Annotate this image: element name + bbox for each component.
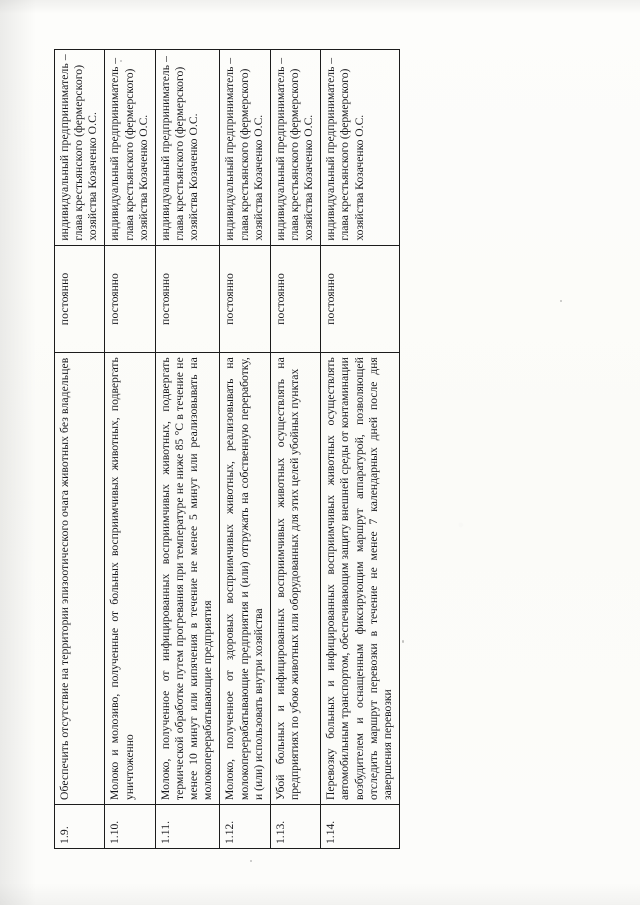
- row-requirement: Молоко, полученное от инфицированных восприимчивых животных, подвергать термической обработке путем прогревания при температуре не ниже 85 °С в течение не менее 10 минут или кипячения в течение не менее 5 минут или реализовывать на молокоперерабатывающие предприятия: [155, 352, 220, 804]
- row-requirement: Убой больных и инфицированных восприимчивых животных осуществлять на предприятиях по убою животных или оборудованных для этих целей убойных пунктах: [270, 352, 320, 804]
- row-requirement: Перевозку больных и инфицированных восприимчивых животных осуществлять автомобильным транспортом, обеспечивающим защиту внешней среды от контаминации возбудителем и оснащенным фиксирующим маршрут аппаратурой, позволяющей отследить маршрут перевозки в течение не менее 7 календарных дней после дня завершения перевозки: [321, 352, 400, 804]
- row-requirement: Обеспечить отсутствие на территории эпизоотического очага животных без владельцев: [55, 352, 105, 804]
- row-requirement: Молоко и молозиво, полученные от больных восприимчивых животных, подвергать уничтоженно: [105, 352, 155, 804]
- row-responsible: индивидуальный предприниматель – глава крестьянского (фермерского) хозяйства Козаченко О.С.: [220, 49, 270, 245]
- rotated-table-container: [54, 49, 614, 849]
- row-responsible: индивидуальный предприниматель – глава крестьянского (фермерского) хозяйства Козаченко О.С.: [55, 49, 105, 245]
- row-number: 1.10.: [105, 804, 155, 848]
- row-term: постоянно: [105, 245, 155, 353]
- row-term: постоянно: [220, 245, 270, 353]
- row-term: постоянно: [321, 245, 400, 353]
- row-number: 1.11.: [155, 804, 220, 848]
- row-responsible: индивидуальный предприниматель – глава крестьянского (фермерского) хозяйства Козаченко О.С.: [270, 49, 320, 245]
- table-row: [155, 49, 220, 848]
- row-term: постоянно: [55, 245, 105, 353]
- row-number: 1.14.: [321, 804, 400, 848]
- scan-edge-shadow-top: [0, 0, 640, 14]
- scan-edge-shadow-left: [0, 0, 36, 905]
- scan-speck: [250, 860, 252, 862]
- table-row: [321, 49, 400, 848]
- row-number: 1.9.: [55, 804, 105, 848]
- row-term: постоянно: [155, 245, 220, 353]
- table-row: [270, 49, 320, 848]
- row-requirement: Молоко, полученное от здоровых восприимчивых животных, реализовывать на молокоперерабатывающие предприятия и (или) отгружать на собственную переработку, и (или) использовать внутри хозяйства: [220, 352, 270, 804]
- row-responsible: индивидуальный предприниматель – глава крестьянского (фермерского) хозяйства Козаченко О.С.: [105, 49, 155, 245]
- row-responsible: индивидуальный предприниматель – глава крестьянского (фермерского) хозяйства Козаченко О.С.: [155, 49, 220, 245]
- row-number: 1.13.: [270, 804, 320, 848]
- requirements-table: [54, 49, 400, 849]
- row-term: постоянно: [270, 245, 320, 353]
- table-row: [105, 49, 155, 848]
- row-number: 1.12.: [220, 804, 270, 848]
- scan-edge-shadow-bottom: [0, 883, 640, 905]
- row-responsible: индивидуальный предприниматель – глава крестьянского (фермерского) хозяйства Козаченко О.С.: [321, 49, 400, 245]
- table-row: [220, 49, 270, 848]
- table-row: [55, 49, 105, 848]
